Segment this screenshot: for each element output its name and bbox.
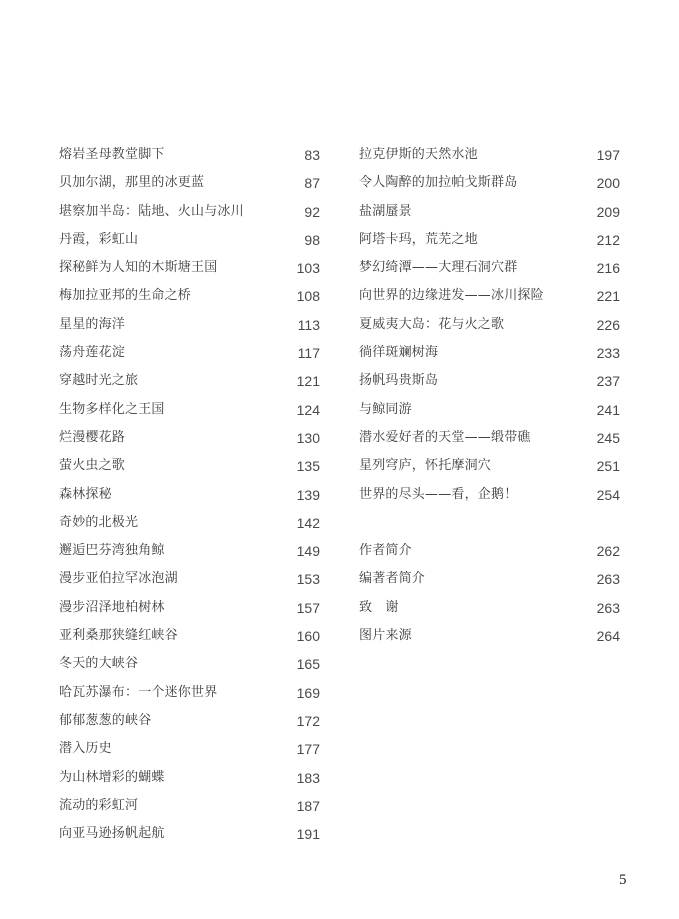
toc-entry-page: 197 xyxy=(596,147,620,163)
toc-entry-title: 冬天的大峡谷 xyxy=(59,656,139,672)
toc-entry-title: 夏威夷大岛：花与火之歌 xyxy=(359,316,505,332)
toc-entry-page: 113 xyxy=(297,316,320,333)
toc-entry-page: 92 xyxy=(304,203,320,220)
toc-entry-page: 108 xyxy=(296,288,320,305)
toc-entry-page: 124 xyxy=(296,401,320,418)
toc-entry-title: 生物多样化之王国 xyxy=(59,401,165,417)
toc-entry[interactable] xyxy=(59,226,320,254)
toc-entry-page: 241 xyxy=(596,401,620,418)
toc-entry-page: 172 xyxy=(296,712,320,729)
toc-entry-page: 142 xyxy=(296,514,320,531)
toc-entry[interactable] xyxy=(59,679,320,707)
toc-entry-title: 星星的海洋 xyxy=(59,316,126,332)
toc-entry[interactable] xyxy=(359,452,620,480)
appendix-entry[interactable] xyxy=(359,565,620,593)
toc-entry-title: 向亚马逊扬帆起航 xyxy=(59,826,165,842)
toc-entry-page: 117 xyxy=(297,345,320,362)
toc-entry-title: 扬帆玛贵斯岛 xyxy=(359,373,439,389)
toc-entry-title: 向世界的边缘进发——冰川探险 xyxy=(359,288,544,304)
toc-entry-page: 216 xyxy=(596,260,620,277)
toc-entry-page: 237 xyxy=(596,373,620,390)
toc-entry[interactable] xyxy=(359,339,620,367)
toc-entry[interactable] xyxy=(59,792,320,820)
toc-entry[interactable] xyxy=(59,537,320,565)
toc-entry-title: 流动的彩虹河 xyxy=(59,797,139,813)
toc-entry[interactable] xyxy=(59,650,320,678)
toc-entry-title: 萤火虫之歌 xyxy=(59,458,126,474)
toc-entry[interactable] xyxy=(359,481,620,509)
toc-entry-title: 令人陶醉的加拉帕戈斯群岛 xyxy=(359,175,518,191)
toc-entry-title: 梦幻绮潭——大理石洞穴群 xyxy=(359,260,518,276)
toc-entry-title: 丹霞，彩虹山 xyxy=(59,231,139,247)
toc-entry[interactable] xyxy=(59,311,320,339)
toc-entry-page: 209 xyxy=(596,203,620,220)
toc-entry-page: 254 xyxy=(596,486,620,503)
toc-entry-page: 221 xyxy=(596,288,620,305)
toc-entry[interactable] xyxy=(59,565,320,593)
appendix-entry-page: 264 xyxy=(596,628,620,645)
toc-entry-title: 星列穹庐，怀托摩洞穴 xyxy=(359,458,492,474)
appendix-entry-title: 作者简介 xyxy=(359,543,412,559)
toc-entry-title: 穿越时光之旅 xyxy=(59,373,139,389)
toc-entry[interactable] xyxy=(59,764,320,792)
toc-entry-page: 83 xyxy=(304,147,320,163)
toc-entry-page: 226 xyxy=(596,316,620,333)
toc-entry-title: 亚利桑那狭缝红峡谷 xyxy=(59,628,178,644)
toc-entry[interactable] xyxy=(59,141,320,169)
toc-entry[interactable] xyxy=(59,735,320,763)
section-gap xyxy=(359,509,620,537)
appendix-entry-page: 262 xyxy=(596,543,620,560)
appendix-entry[interactable] xyxy=(359,594,620,622)
toc-entry-title: 烂漫樱花路 xyxy=(59,429,126,445)
toc-entry[interactable] xyxy=(359,311,620,339)
appendix-entry-page: 263 xyxy=(596,599,620,616)
toc-entry-page: 98 xyxy=(304,231,320,248)
toc-entry-title: 贝加尔湖，那里的冰更蓝 xyxy=(59,175,205,191)
toc-entry-title: 漫步沼泽地柏树林 xyxy=(59,599,165,615)
toc-entry-page: 160 xyxy=(296,628,320,645)
toc-entry-page: 139 xyxy=(296,486,320,503)
toc-entry[interactable] xyxy=(59,198,320,226)
toc-entry[interactable] xyxy=(59,339,320,367)
toc-entry-title: 哈瓦苏瀑布：一个迷你世界 xyxy=(59,684,218,700)
toc-entry-page: 233 xyxy=(596,345,620,362)
toc-entry-page: 177 xyxy=(296,741,320,758)
appendix-entry-page: 263 xyxy=(596,571,620,588)
appendix-entry[interactable] xyxy=(359,622,620,650)
toc-entry-page: 245 xyxy=(596,429,620,446)
toc-entry-page: 183 xyxy=(296,769,320,786)
toc-entry[interactable] xyxy=(59,481,320,509)
toc-entry[interactable] xyxy=(59,169,320,197)
toc-entry-page: 153 xyxy=(296,571,320,588)
toc-entry-page: 87 xyxy=(304,175,320,192)
toc-entry[interactable] xyxy=(359,169,620,197)
appendix-entry-title: 编著者简介 xyxy=(359,571,426,587)
toc-entry-title: 阿塔卡玛，荒芜之地 xyxy=(359,231,478,247)
toc-entry[interactable] xyxy=(59,622,320,650)
toc-entry-title: 森林探秘 xyxy=(59,486,112,502)
toc-entry[interactable] xyxy=(359,282,620,310)
toc-entry-title: 漫步亚伯拉罕冰泡湖 xyxy=(59,571,178,587)
toc-entry-title: 徜徉斑斓树海 xyxy=(359,345,439,361)
toc-entry-title: 熔岩圣母教堂脚下 xyxy=(59,147,165,162)
appendix-entry[interactable] xyxy=(359,537,620,565)
toc-entry[interactable] xyxy=(359,198,620,226)
toc-entry-title: 梅加拉亚邦的生命之桥 xyxy=(59,288,192,304)
toc-entry-page: 157 xyxy=(296,599,320,616)
toc-entry[interactable] xyxy=(59,594,320,622)
toc-entry-title: 盐湖蜃景 xyxy=(359,203,412,219)
toc-entry-title: 邂逅巴芬湾独角鲸 xyxy=(59,543,165,559)
appendix-entry-title: 致 谢 xyxy=(359,599,399,615)
toc-entry[interactable] xyxy=(59,396,320,424)
toc-entry-page: 130 xyxy=(296,429,320,446)
toc-entry[interactable] xyxy=(359,424,620,452)
toc-entry-title: 拉克伊斯的天然水池 xyxy=(359,147,478,162)
toc-entry[interactable] xyxy=(359,396,620,424)
toc-entry[interactable] xyxy=(59,424,320,452)
toc-entry-title: 与鲸同游 xyxy=(359,401,412,417)
toc-entry[interactable] xyxy=(59,254,320,282)
toc-entry-title: 潜水爱好者的天堂——缎带礁 xyxy=(359,429,531,445)
page-number: 5 xyxy=(619,872,627,888)
toc-entry[interactable] xyxy=(359,141,620,169)
toc-entry-title: 堪察加半岛：陆地、火山与冰川 xyxy=(59,203,244,219)
toc-entry-page: 135 xyxy=(296,458,320,475)
toc-entry[interactable] xyxy=(59,367,320,395)
toc-right-column xyxy=(359,141,620,650)
toc-entry[interactable] xyxy=(359,254,620,282)
toc-entry-page: 187 xyxy=(296,797,320,814)
toc-entry-title: 潜入历史 xyxy=(59,741,112,757)
toc-entry[interactable] xyxy=(59,282,320,310)
toc-left-column xyxy=(59,141,320,848)
toc-entry[interactable] xyxy=(59,452,320,480)
toc-entry[interactable] xyxy=(359,226,620,254)
toc-entry-title: 荡舟莲花淀 xyxy=(59,345,126,361)
toc-entry-title: 奇妙的北极光 xyxy=(59,514,139,530)
appendix-entry-title: 图片来源 xyxy=(359,628,412,644)
toc-entry-page: 121 xyxy=(296,373,320,390)
toc-entry-title: 郁郁葱葱的峡谷 xyxy=(59,712,152,728)
toc-entry[interactable] xyxy=(59,707,320,735)
toc-entry-title: 为山林增彩的蝴蝶 xyxy=(59,769,165,785)
toc-entry[interactable] xyxy=(59,820,320,848)
toc-entry[interactable] xyxy=(59,509,320,537)
toc-entry-page: 200 xyxy=(596,175,620,192)
toc-entry[interactable] xyxy=(359,367,620,395)
toc-entry-title: 探秘鲜为人知的木斯塘王国 xyxy=(59,260,218,276)
toc-entry-page: 169 xyxy=(296,684,320,701)
toc-entry-page: 165 xyxy=(296,656,320,673)
toc-entry-page: 212 xyxy=(596,231,620,248)
toc-entry-page: 103 xyxy=(296,260,320,277)
toc-entry-page: 251 xyxy=(596,458,620,475)
toc-entry-title: 世界的尽头——看，企鹅！ xyxy=(359,486,518,502)
toc-entry-page: 149 xyxy=(296,543,320,560)
toc-entry-page: 191 xyxy=(296,826,320,843)
